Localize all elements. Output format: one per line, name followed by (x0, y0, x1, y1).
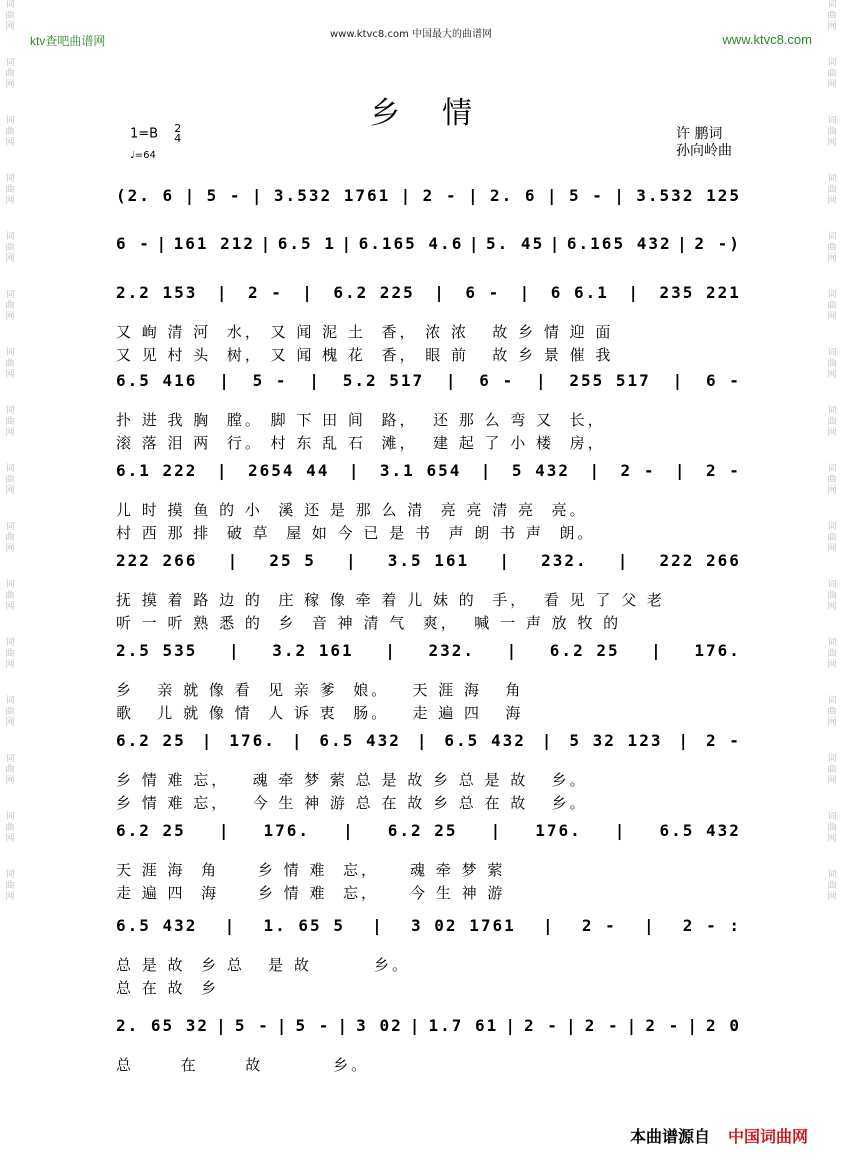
barline: | (628, 282, 640, 302)
barline: | (276, 1015, 289, 1035)
measure: 3 02 (356, 1015, 403, 1035)
watermark-text: 词 曲 网 (5, 638, 15, 670)
barline: | (434, 282, 446, 302)
time-sig-bottom: 4 (174, 132, 182, 145)
key-signature (130, 124, 181, 144)
barline: | (400, 185, 413, 205)
measure: 232. (541, 550, 588, 570)
watermark-text: 词 曲 网 (5, 696, 15, 728)
watermark-text: 词 曲 网 (827, 812, 837, 844)
measure: 2 - (524, 1015, 559, 1035)
barline: | (542, 915, 555, 935)
barline: | (385, 640, 397, 660)
measure: 2.5 535 (116, 640, 198, 660)
music-line (116, 228, 741, 258)
lyric-line: 又 峋 清 河 水， 又 闻 泥 土 香， 浓 浓 故 乡 情 迎 面 (116, 323, 614, 341)
measure: 5 - (295, 1015, 331, 1035)
measure: 6.2 25 (116, 730, 186, 750)
barline: | (219, 370, 231, 390)
watermark-text: 词 曲 网 (827, 406, 837, 438)
barline: | (546, 185, 559, 205)
measure: 232. (428, 640, 475, 660)
measure: 25 5 (269, 550, 316, 570)
measure: 176. (535, 820, 582, 840)
tempo-mark: ♩=64 (130, 150, 156, 161)
lyric-line: 走 遍 四 海 乡 情 难 忘， 今 生 神 游 (116, 884, 506, 902)
measure: 176. (229, 730, 276, 750)
barline: | (372, 915, 384, 935)
measure: 2 -) (694, 233, 741, 253)
measure: 222 266 (116, 550, 198, 570)
barline: | (519, 282, 532, 302)
watermark-text: 词 曲 网 (5, 174, 15, 206)
watermark-text: 词 曲 网 (5, 754, 15, 786)
measure: 6.5 1 (277, 233, 336, 253)
barline: | (229, 640, 241, 660)
time-signature (174, 124, 181, 144)
barline: | (614, 820, 627, 840)
measure: 2 - (422, 185, 458, 205)
measure: 5 32 123 (569, 730, 663, 750)
watermark-text: 词 曲 网 (5, 812, 15, 844)
barline: | (201, 730, 214, 750)
watermark-text: 词 曲 网 (827, 232, 837, 264)
watermark-text: 词 曲 网 (5, 0, 15, 32)
barline: | (467, 185, 480, 205)
lyric-line: 儿 时 摸 鱼 的 小 溪 还 是 那 么 清 亮 亮 清 亮 亮。 (116, 501, 588, 519)
measure: 6 6.1 (550, 282, 609, 302)
measure: 222 266 (659, 550, 741, 570)
watermark-text: 词 曲 网 (5, 522, 15, 554)
header-left-link[interactable]: ktv查吧曲谱网 (30, 34, 106, 48)
measure: 5 432 (511, 460, 571, 480)
barline: | (337, 1015, 350, 1035)
barline: | (626, 1015, 639, 1035)
barline: | (216, 1015, 228, 1035)
barline: | (409, 1015, 422, 1035)
watermark-text: 词 曲 网 (5, 348, 15, 380)
measure: 3.532 1761 (273, 185, 391, 205)
measure: 6.2 25 (116, 820, 186, 840)
watermark-text: 词 曲 网 (827, 696, 837, 728)
measure: 3.2 161 (272, 640, 354, 660)
barline: | (218, 820, 231, 840)
music-line (116, 1010, 741, 1040)
measure: 6.2 25 (387, 820, 458, 840)
music-line (116, 635, 741, 665)
watermark-text: 词 曲 网 (827, 638, 837, 670)
barline: | (589, 460, 602, 480)
measure: 6.5 432 (444, 730, 526, 750)
measure: 6.2 225 (333, 282, 415, 302)
lyric-line: 乡 情 难 忘， 今 生 神 游 总 在 故 乡 总 在 故 乡。 (116, 794, 588, 812)
barline: | (566, 1015, 578, 1035)
barline: | (302, 282, 314, 302)
measure: (2. 6 (116, 185, 175, 205)
lyric-line: 总 在 故 乡。 (116, 1056, 370, 1074)
footer-source-text: 本曲谱源自 (629, 1127, 710, 1146)
music-line (116, 910, 741, 940)
lyric-line: 天 涯 海 角 乡 情 难 忘， 魂 牵 梦 萦 (116, 861, 506, 879)
measure: 2. 65 32 (116, 1015, 210, 1035)
barline: | (672, 370, 685, 390)
measure: 161 212 (173, 233, 256, 253)
watermark-text: 词 曲 网 (5, 290, 15, 322)
measure: 255 517 (569, 370, 651, 390)
watermark-text: 词 曲 网 (827, 580, 837, 612)
lyric-line: 又 见 村 头 树， 又 闻 槐 花 香， 眼 前 故 乡 景 催 我 (116, 346, 614, 364)
watermark-text: 词 曲 网 (5, 870, 15, 902)
barline: | (348, 460, 361, 480)
barline: | (505, 1015, 517, 1035)
lyric-line: 乡 亲 就 像 看 见 亲 爹 娘。 天 涯 海 角 (116, 681, 524, 699)
barline: | (678, 730, 691, 750)
barline: | (251, 185, 264, 205)
watermark-column-left (3, 0, 17, 1171)
measure: 6.165 4.6 (358, 233, 464, 253)
barline: | (535, 370, 548, 390)
barline: | (677, 233, 689, 253)
music-line (116, 815, 741, 845)
barline: | (614, 185, 626, 205)
measure: 5. 45 (486, 233, 545, 253)
barline: | (341, 233, 354, 253)
measure: 2 - (581, 915, 617, 935)
watermark-text: 词 曲 网 (827, 0, 837, 32)
watermark-text: 词 曲 网 (827, 870, 837, 902)
measure: 6 - (705, 370, 741, 390)
lyricist-credit: 许 鹏词 (676, 126, 723, 142)
header-right-link[interactable]: www.ktvc8.com (722, 32, 812, 47)
measure: 3 02 1761 (411, 915, 516, 935)
watermark-text: 词 曲 网 (827, 522, 837, 554)
music-line (116, 545, 741, 575)
barline: | (674, 460, 687, 480)
measure: 2654 44 (247, 460, 330, 480)
barline: | (549, 233, 562, 253)
footer-site-link[interactable]: 中国词曲网 (727, 1127, 808, 1146)
measure: 6 - (465, 282, 501, 302)
watermark-text: 词 曲 网 (5, 464, 15, 496)
barline: | (345, 550, 358, 570)
barline: | (499, 550, 511, 570)
watermark-text: 词 曲 网 (5, 232, 15, 264)
watermark-text: 词 曲 网 (5, 116, 15, 148)
barline: | (490, 820, 503, 840)
measure: 5 - (568, 185, 604, 205)
barline: | (445, 370, 458, 390)
measure: 6.165 432 (566, 233, 672, 253)
barline: | (260, 233, 273, 253)
song-title: 乡情 (370, 96, 514, 131)
barline: | (687, 1015, 699, 1035)
measure: 5 - (234, 1015, 270, 1035)
music-line (116, 455, 741, 485)
barline: | (309, 370, 321, 390)
measure: 2 - (706, 730, 741, 750)
music-line (116, 365, 741, 395)
time-sig-top: 2 (174, 122, 182, 135)
barline: | (184, 185, 197, 205)
music-line (116, 180, 741, 210)
measure: 5 - (252, 370, 288, 390)
watermark-text: 词 曲 网 (827, 348, 837, 380)
measure: 6.2 25 (549, 640, 620, 660)
music-line (116, 277, 741, 307)
barline: | (506, 640, 519, 660)
measure: 6.5 432 (659, 820, 741, 840)
lyric-line: 听 一 听 熟 悉 的 乡 音 神 清 气 爽， 喊 一 声 放 牧 的 (116, 614, 622, 632)
header-center-text: www.ktvc8.com 中国最大的曲谱网 (330, 29, 493, 40)
lyric-line: 歌 儿 就 像 情 人 诉 衷 肠。 走 遍 四 海 (116, 704, 524, 722)
barline: | (480, 460, 493, 480)
barline: | (541, 730, 554, 750)
barline: | (227, 550, 240, 570)
measure: 2 - (584, 1015, 620, 1035)
watermark-text: 词 曲 网 (5, 58, 15, 90)
lyric-line: 村 西 那 排 破 草 屋 如 今 已 是 书 声 朗 书 声 朗。 (116, 524, 596, 542)
measure: 1.7 61 (428, 1015, 499, 1035)
credits (676, 126, 732, 160)
measure: 6.5 416 (116, 370, 198, 390)
music-line (116, 725, 741, 755)
measure: 2 - : (682, 915, 741, 935)
measure: 6 - (116, 233, 151, 253)
lyric-line: 抚 摸 着 路 边 的 庄 稼 像 牵 着 儿 妹 的 手， 看 见 了 父 老 (116, 591, 665, 609)
measure: 6.5 432 (116, 915, 198, 935)
measure: 2 - (247, 282, 283, 302)
measure: 5 - (206, 185, 242, 205)
watermark-text: 词 曲 网 (827, 58, 837, 90)
barline: | (216, 282, 229, 302)
barline: | (224, 915, 237, 935)
barline: | (468, 233, 481, 253)
lyric-line: 乡 情 难 忘， 魂 牵 梦 萦 总 是 故 乡 总 是 故 乡。 (116, 771, 588, 789)
watermark-text: 词 曲 网 (827, 116, 837, 148)
measure: 6.1 222 (116, 460, 198, 480)
watermark-text: 词 曲 网 (827, 174, 837, 206)
barline: | (617, 550, 630, 570)
watermark-column-right (825, 0, 839, 1171)
lyric-line: 总 在 故 乡 (116, 979, 220, 997)
measure: 3.532 125 (636, 185, 741, 205)
lyric-line: 总 是 故 乡 总 是 故 乡。 (116, 956, 411, 974)
lyric-line: 扑 进 我 胸 膛。 脚 下 田 间 路， 还 那 么 弯 又 长， (116, 411, 606, 429)
measure: 3.5 161 (387, 550, 470, 570)
footer-source (630, 1124, 808, 1147)
key-label: 1=B (130, 126, 159, 142)
watermark-text: 词 曲 网 (5, 580, 15, 612)
measure: 3.1 654 (379, 460, 462, 480)
measure: 2 - (620, 460, 656, 480)
barline: | (416, 730, 429, 750)
barline: | (343, 820, 355, 840)
watermark-text: 词 曲 网 (5, 406, 15, 438)
measure: 2 - (645, 1015, 681, 1035)
measure: 1. 65 5 (263, 915, 345, 935)
measure: 5.2 517 (342, 370, 425, 390)
barline: | (643, 915, 656, 935)
composer-credit: 孙向岭曲 (676, 143, 732, 159)
barline: | (156, 233, 169, 253)
barline: | (216, 460, 229, 480)
watermark-text: 词 曲 网 (827, 464, 837, 496)
measure: 6.5 432 (319, 730, 401, 750)
barline: | (651, 640, 663, 660)
measure: 2. 6 (490, 185, 537, 205)
measure: 2 - (705, 460, 741, 480)
measure: 176. (694, 640, 741, 660)
barline: | (291, 730, 304, 750)
measure: 2.2 153 (116, 282, 198, 302)
lyric-line: 滚 落 泪 两 行。 村 东 乱 石 滩， 建 起 了 小 楼 房， (116, 434, 606, 452)
measure: 176. (263, 820, 311, 840)
measure: 2 0 (706, 1015, 741, 1035)
watermark-text: 词 曲 网 (827, 754, 837, 786)
watermark-text: 词 曲 网 (827, 290, 837, 322)
measure: 6 - (479, 370, 515, 390)
measure: 235 221 (659, 282, 741, 302)
